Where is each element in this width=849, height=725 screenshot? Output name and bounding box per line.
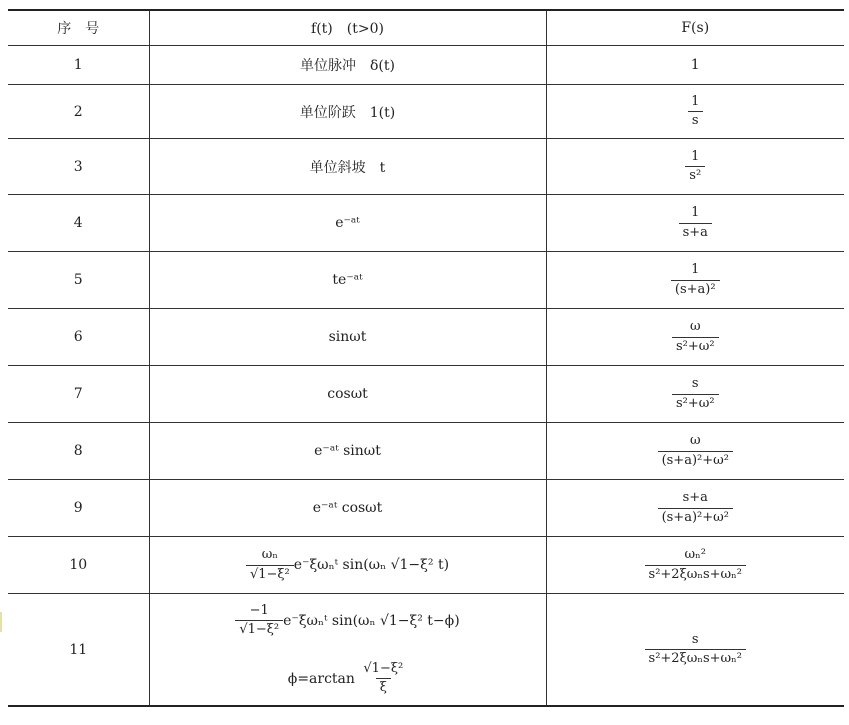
fraction xyxy=(685,149,705,185)
denominator: s xyxy=(688,111,703,129)
phase-lhs: ϕ=arctan xyxy=(287,670,355,687)
time-function: te⁻ᵃᵗ xyxy=(149,252,546,309)
numerator: ω xyxy=(689,319,701,335)
row-index: 7 xyxy=(8,366,149,423)
denominator: s+a xyxy=(679,223,712,241)
denominator: s²+ω² xyxy=(672,337,719,355)
denominator: (s+a)² xyxy=(671,280,720,298)
time-function: e⁻ᵃᵗ cosωt xyxy=(149,480,546,537)
header-index: 序 号 xyxy=(8,10,149,46)
numerator: ω xyxy=(689,433,701,449)
denominator: ξ xyxy=(376,678,391,696)
laplace-value xyxy=(546,537,844,594)
fraction xyxy=(671,262,720,298)
time-function: e⁻ᵃᵗ sinωt xyxy=(149,423,546,480)
numerator: ωₙ² xyxy=(684,547,706,563)
laplace-value xyxy=(546,594,844,707)
numerator: s xyxy=(691,376,699,392)
function-name: 单位阶跃 xyxy=(299,104,356,121)
fraction xyxy=(246,547,294,583)
fraction xyxy=(645,547,746,583)
denominator: s²+2ξωₙs+ωₙ² xyxy=(645,649,746,667)
time-function: e⁻ᵃᵗ xyxy=(149,195,546,252)
fraction xyxy=(658,433,733,469)
row-index: 3 xyxy=(8,139,149,195)
row-index: 6 xyxy=(8,309,149,366)
function-symbol: δ(t) xyxy=(370,58,395,74)
function-symbol: 1(t) xyxy=(369,104,396,121)
numerator: 1 xyxy=(691,148,700,164)
fraction xyxy=(645,632,746,668)
laplace-value xyxy=(546,252,844,309)
time-function xyxy=(149,594,546,707)
function-name: 单位斜坡 xyxy=(309,159,366,176)
laplace-value: 1 xyxy=(546,46,844,85)
header-laplace: F(s) xyxy=(546,10,844,46)
numerator: ωₙ xyxy=(261,547,278,563)
fraction xyxy=(672,319,719,355)
table-row xyxy=(8,594,844,707)
fraction xyxy=(672,376,719,412)
numerator: −1 xyxy=(249,603,269,618)
table-row xyxy=(8,252,844,309)
fraction xyxy=(359,661,407,697)
row-index: 4 xyxy=(8,195,149,252)
laplace-value xyxy=(546,85,844,139)
row-index: 8 xyxy=(8,423,149,480)
denominator: √1−ξ² xyxy=(235,620,283,638)
function-expression: e⁻ξωₙᵗ sin(ωₙ √1−ξ² t) xyxy=(293,557,450,573)
denominator: √1−ξ² xyxy=(246,565,294,583)
row-index: 2 xyxy=(8,85,149,139)
function-name: 单位脉冲 xyxy=(300,58,356,74)
denominator: s²+ω² xyxy=(672,394,719,412)
row-index: 10 xyxy=(8,537,149,594)
time-function xyxy=(149,537,546,594)
table-row xyxy=(8,366,844,423)
table-row xyxy=(8,195,844,252)
table-row xyxy=(8,309,844,366)
time-function xyxy=(149,46,546,85)
fraction xyxy=(235,603,283,639)
function-expression: e⁻ξωₙᵗ sin(ωₙ √1−ξ² t−ϕ) xyxy=(283,612,460,629)
table-row xyxy=(8,85,844,139)
laplace-value xyxy=(546,423,844,480)
table-row xyxy=(8,139,844,195)
row-index: 9 xyxy=(8,480,149,537)
laplace-value xyxy=(546,480,844,537)
table-row xyxy=(8,423,844,480)
function-line xyxy=(150,603,546,639)
time-function xyxy=(149,85,546,139)
numerator: s xyxy=(691,631,699,647)
laplace-value xyxy=(546,139,844,195)
laplace-value xyxy=(546,309,844,366)
row-index: 1 xyxy=(8,46,149,85)
numerator: s+a xyxy=(682,490,708,506)
margin-marker xyxy=(0,612,2,632)
numerator: 1 xyxy=(691,205,700,221)
fraction xyxy=(658,490,733,526)
laplace-value xyxy=(546,195,844,252)
numerator: 1 xyxy=(691,93,700,109)
numerator: 1 xyxy=(691,262,700,278)
numerator: √1−ξ² xyxy=(363,660,404,676)
fraction xyxy=(679,205,712,241)
denominator: (s+a)²+ω² xyxy=(658,508,733,526)
time-function: cosωt xyxy=(149,366,546,423)
time-function xyxy=(149,139,546,195)
function-symbol: t xyxy=(379,159,386,176)
denominator: s²+2ξωₙs+ωₙ² xyxy=(645,565,746,583)
table-row xyxy=(8,537,844,594)
row-index: 11 xyxy=(8,594,149,707)
phase-definition xyxy=(150,661,546,697)
table-header-row xyxy=(8,10,844,46)
laplace-value xyxy=(546,366,844,423)
table-row xyxy=(8,480,844,537)
denominator: (s+a)²+ω² xyxy=(658,451,733,469)
time-function: sinωt xyxy=(149,309,546,366)
fraction xyxy=(687,94,703,130)
laplace-transform-table xyxy=(8,9,844,707)
header-time-function: f(t) (t>0) xyxy=(149,10,546,46)
table-row xyxy=(8,46,844,85)
row-index: 5 xyxy=(8,252,149,309)
denominator: s² xyxy=(685,166,705,184)
